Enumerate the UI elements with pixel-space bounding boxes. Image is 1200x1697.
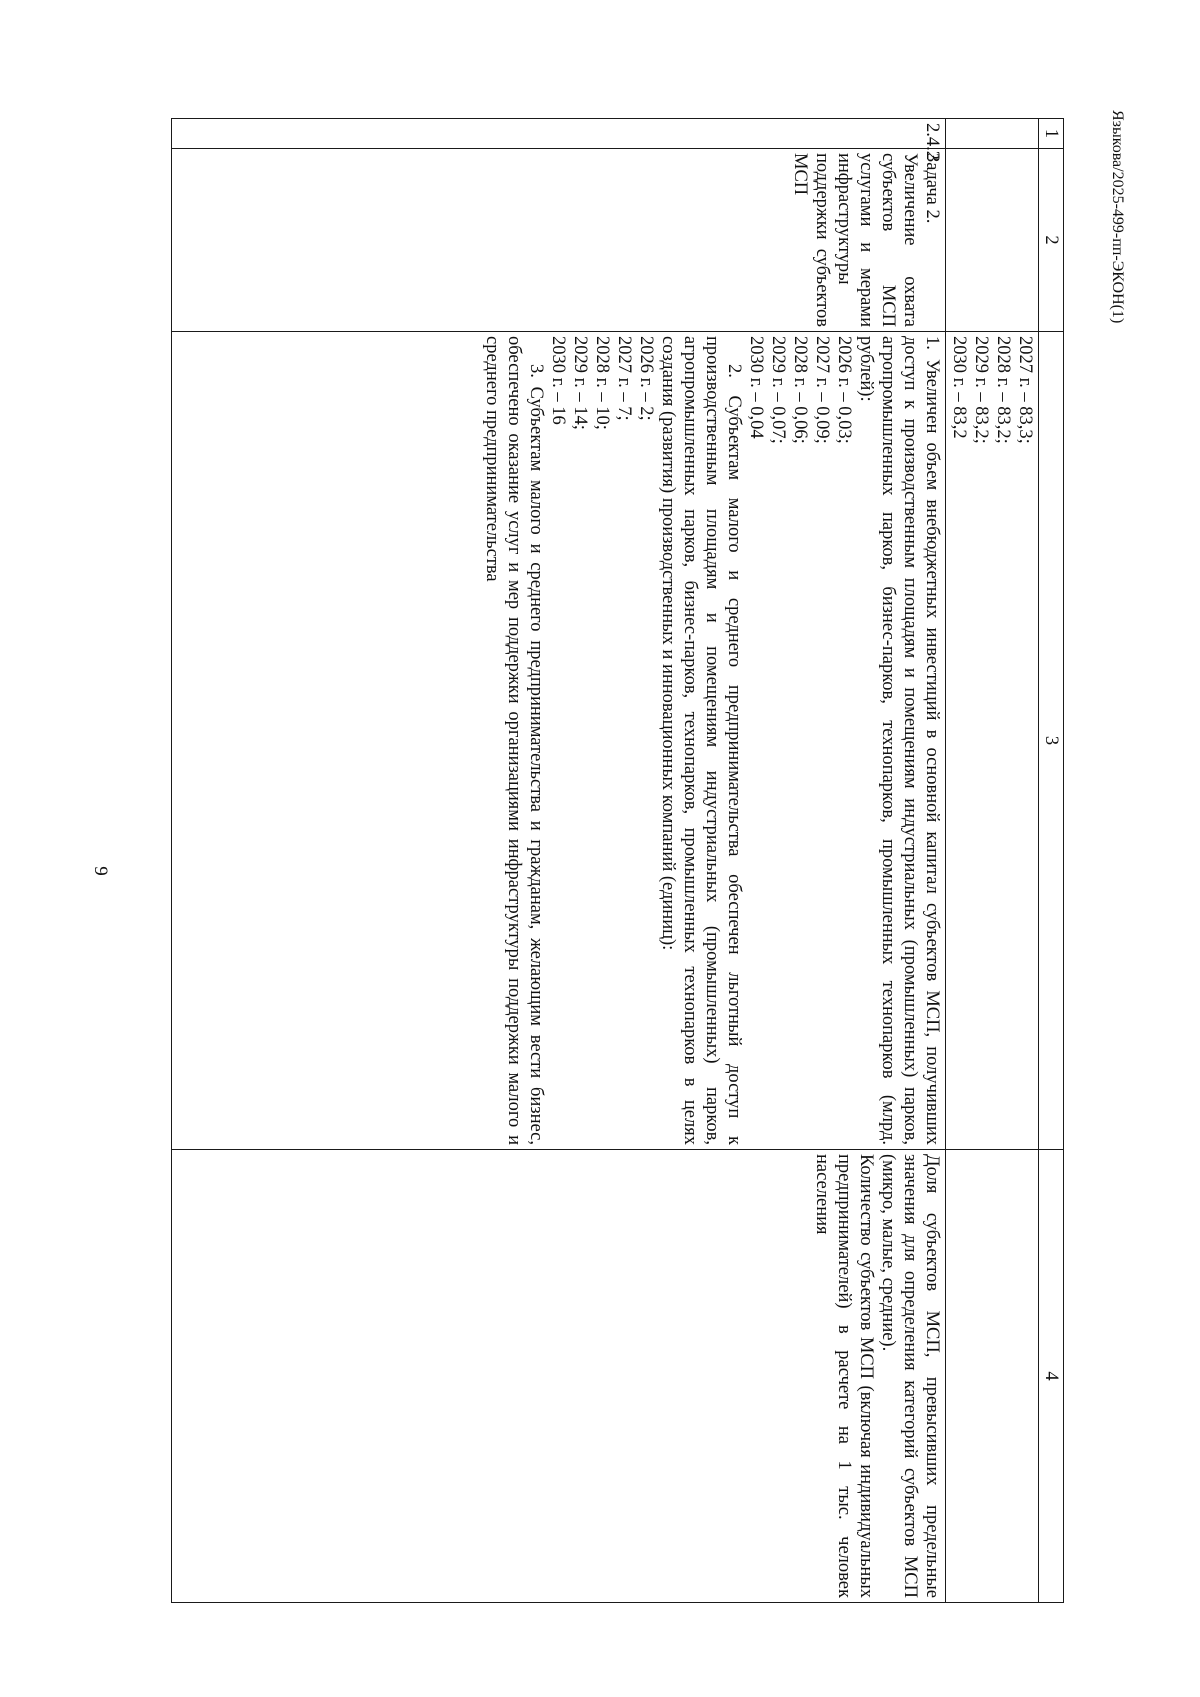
- result-1-value: 2028 г. – 0,06;: [790, 336, 810, 444]
- result-1-value: 2030 г. – 0,04: [746, 336, 766, 439]
- cell-indicators: [172, 1150, 946, 1603]
- value-line: 2029 г. – 83,2;: [971, 336, 991, 444]
- result-2-value: 2027 г. – 7;: [614, 336, 634, 421]
- page-number: 9: [90, 866, 111, 876]
- result-2-value: 2028 г. – 10;: [592, 336, 612, 430]
- task-title: Задача 2.: [922, 153, 942, 224]
- cell-num-empty: [946, 119, 1039, 149]
- table-header-row: [1039, 119, 1064, 1603]
- cell-continued-values: [946, 332, 1039, 1150]
- result-1-value: 2026 г. – 0,03;: [834, 336, 854, 444]
- indicator-1: Доля субъектов МСП, превысивших предельные значения для определения категорий субъектов МСП (микро, малые, средние).: [878, 1154, 942, 1598]
- result-1-value: 2029 г. – 0,07;: [768, 336, 788, 444]
- value-line: 2028 г. – 83,2;: [993, 336, 1013, 444]
- result-item-2: 2. Субъектам малого и среднего предпринимательства обеспечен льготный доступ к производственным площадям и помещениям индустриальных (промышленных) парков, агропромышленных парков, бизнес-парков, технопарков, промышленных технопарков в целях создания (развития) производственных и инновационных компаний (единиц):: [658, 336, 744, 1145]
- header-col-2: 2: [1039, 149, 1064, 332]
- task-text: Увеличение охвата субъектов МСП услугами и мерами инфраструктуры поддержки субъектов МСП: [790, 153, 920, 327]
- cell-row-number: 2.4.2: [172, 119, 946, 149]
- cell-results: [172, 332, 946, 1150]
- header-col-1: 1: [1039, 119, 1064, 149]
- header-col-3: 3: [1039, 332, 1064, 1150]
- result-1-value: 2027 г. – 0,09;: [812, 336, 832, 444]
- table-row-2-4-2: [172, 119, 946, 1603]
- result-item-3: 3. Субъектам малого и среднего предпринимательства и гражданам, желающим вести бизнес, обеспечено оказание услуг и мер поддержки организациями инфраструктуры поддержки малого и среднего предпринимательства: [482, 336, 546, 1145]
- indicator-2: Количество субъектов МСП (включая индивидуальных предпринимателей) в расчете на 1 тыс. человек населения: [812, 1154, 876, 1598]
- header-col-4: 4: [1039, 1150, 1064, 1603]
- document-footer-code: Языкова/2025-499-пп-ЭКОН(1): [1109, 110, 1126, 324]
- table-row-continued: [946, 119, 1039, 1603]
- value-line: 2030 г. – 83,2: [949, 336, 969, 439]
- value-line: 2027 г. – 83,3;: [1015, 336, 1035, 444]
- result-2-value: 2029 г. – 14;: [570, 336, 590, 430]
- result-2-value: 2030 г. – 16: [548, 336, 568, 425]
- cell-task: [172, 149, 946, 332]
- cell-indicator-empty: [946, 1150, 1039, 1603]
- table-sheet: [171, 118, 1064, 1602]
- result-item-1: 1. Увеличен объем внебюджетных инвестиций в основной капитал субъектов МСП, получивших доступ к производственным площадям и помещениям индустриальных (промышленных) парков, агропромышленных парков, бизнес-парков, технопарков, промышленных технопарков (млрд. рублей):: [856, 336, 942, 1145]
- result-2-value: 2026 г. – 2;: [636, 336, 656, 421]
- program-table: [171, 118, 1064, 1603]
- cell-task-empty: [946, 149, 1039, 332]
